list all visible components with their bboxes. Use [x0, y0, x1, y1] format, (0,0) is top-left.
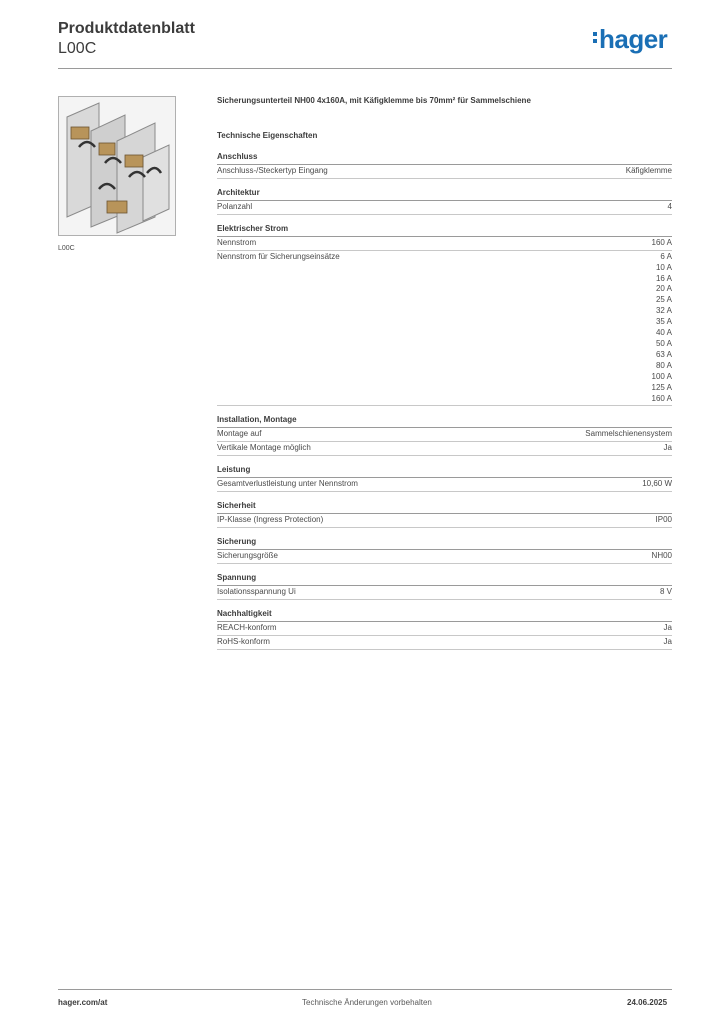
header-divider: [58, 68, 672, 69]
spec-row: [217, 165, 672, 179]
fuse-base-illustration: [59, 97, 175, 235]
image-caption: L00C: [58, 245, 75, 252]
section-nachhaltigkeit: [217, 609, 672, 650]
specification-list: [217, 152, 672, 659]
spec-value-list: [652, 252, 672, 405]
spec-label: REACH-konform: [217, 622, 277, 632]
section-sicherung: [217, 537, 672, 564]
hager-logo: [593, 26, 667, 52]
spec-value: 6 A: [660, 251, 672, 261]
spec-row: [217, 514, 672, 528]
document-title: Produktdatenblatt: [58, 20, 195, 37]
spec-value: 10,60 W: [642, 479, 672, 489]
spec-label: Montage auf: [217, 429, 262, 439]
product-description: Sicherungsunterteil NH00 4x160A, mit Käfigklemme bis 70mm² für Sammelschiene: [217, 96, 531, 105]
spec-row: [217, 622, 672, 636]
section-installation-montage: [217, 415, 672, 456]
spec-label: Polanzahl: [217, 201, 253, 211]
footer-website-link[interactable]: hager.com/at: [58, 998, 108, 1007]
section-title: Installation, Montage: [217, 415, 672, 428]
section-anschluss: [217, 152, 672, 179]
spec-value: 10 A: [655, 262, 672, 272]
spec-value: Käfigklemme: [625, 166, 672, 175]
spec-label: IP-Klasse (Ingress Protection): [217, 515, 324, 525]
spec-row: [217, 478, 672, 492]
spec-value: Ja: [663, 622, 672, 632]
spec-value: 20 A: [655, 284, 672, 294]
section-leistung: [217, 465, 672, 492]
spec-value: 32 A: [655, 306, 672, 316]
logo-text: hager: [599, 24, 668, 54]
spec-row: [217, 442, 672, 456]
spec-value: 160 A: [651, 237, 672, 247]
spec-label: Anschluss-/Steckertyp Eingang: [217, 166, 328, 175]
section-title: Architektur: [217, 188, 672, 201]
spec-value: 4: [667, 201, 672, 211]
spec-row: [217, 428, 672, 442]
spec-value: 8 V: [659, 586, 672, 596]
spec-value: 40 A: [655, 328, 672, 338]
section-title: Elektrischer Strom: [217, 224, 672, 237]
spec-value: 80 A: [655, 360, 672, 370]
section-title: Nachhaltigkeit: [217, 609, 672, 622]
technical-properties-heading: Technische Eigenschaften: [217, 131, 318, 140]
spec-value: 125 A: [651, 382, 672, 392]
spec-value: Sammelschienensystem: [585, 429, 672, 439]
spec-value: Ja: [663, 636, 672, 646]
section-title: Sicherung: [217, 537, 672, 550]
product-image: [58, 96, 176, 236]
spec-row: [217, 251, 672, 407]
footer-date: 24.06.2025: [627, 998, 668, 1007]
spec-label: Vertikale Montage möglich: [217, 443, 311, 453]
spec-value: 160 A: [651, 393, 672, 403]
section-title: Leistung: [217, 465, 672, 478]
section-title: Sicherheit: [217, 501, 672, 514]
section-sicherheit: [217, 501, 672, 528]
section-title: Anschluss: [217, 152, 672, 165]
spec-label: Sicherungsgröße: [217, 551, 278, 561]
product-code: L00C: [58, 40, 97, 57]
spec-row: [217, 636, 672, 650]
spec-label: Gesamtverlustleistung unter Nennstrom: [217, 479, 358, 489]
spec-value: 16 A: [655, 273, 672, 283]
spec-label: Nennstrom: [217, 237, 257, 247]
spec-value: NH00: [651, 551, 672, 561]
spec-row: [217, 550, 672, 564]
spec-value: 35 A: [655, 317, 672, 327]
logo-dots-icon: [593, 26, 597, 43]
footer-divider: [58, 989, 672, 990]
footer-notice: Technische Änderungen vorbehalten: [302, 998, 432, 1007]
spec-row: [217, 237, 672, 251]
spec-value: 63 A: [655, 349, 672, 359]
spec-value: 50 A: [655, 338, 672, 348]
spec-row: [217, 586, 672, 600]
spec-value: Ja: [663, 443, 672, 453]
spec-label: Nennstrom für Sicherungseinsätze: [217, 251, 340, 261]
section-elektrischer-strom: [217, 224, 672, 407]
spec-label: RoHS-konform: [217, 636, 270, 646]
section-architektur: [217, 188, 672, 215]
section-spannung: [217, 573, 672, 600]
spec-value: IP00: [655, 515, 672, 525]
spec-value: 100 A: [651, 371, 672, 381]
spec-row: [217, 201, 672, 215]
section-title: Spannung: [217, 573, 672, 586]
spec-label: Isolationsspannung Ui: [217, 586, 296, 596]
spec-value: 25 A: [655, 295, 672, 305]
